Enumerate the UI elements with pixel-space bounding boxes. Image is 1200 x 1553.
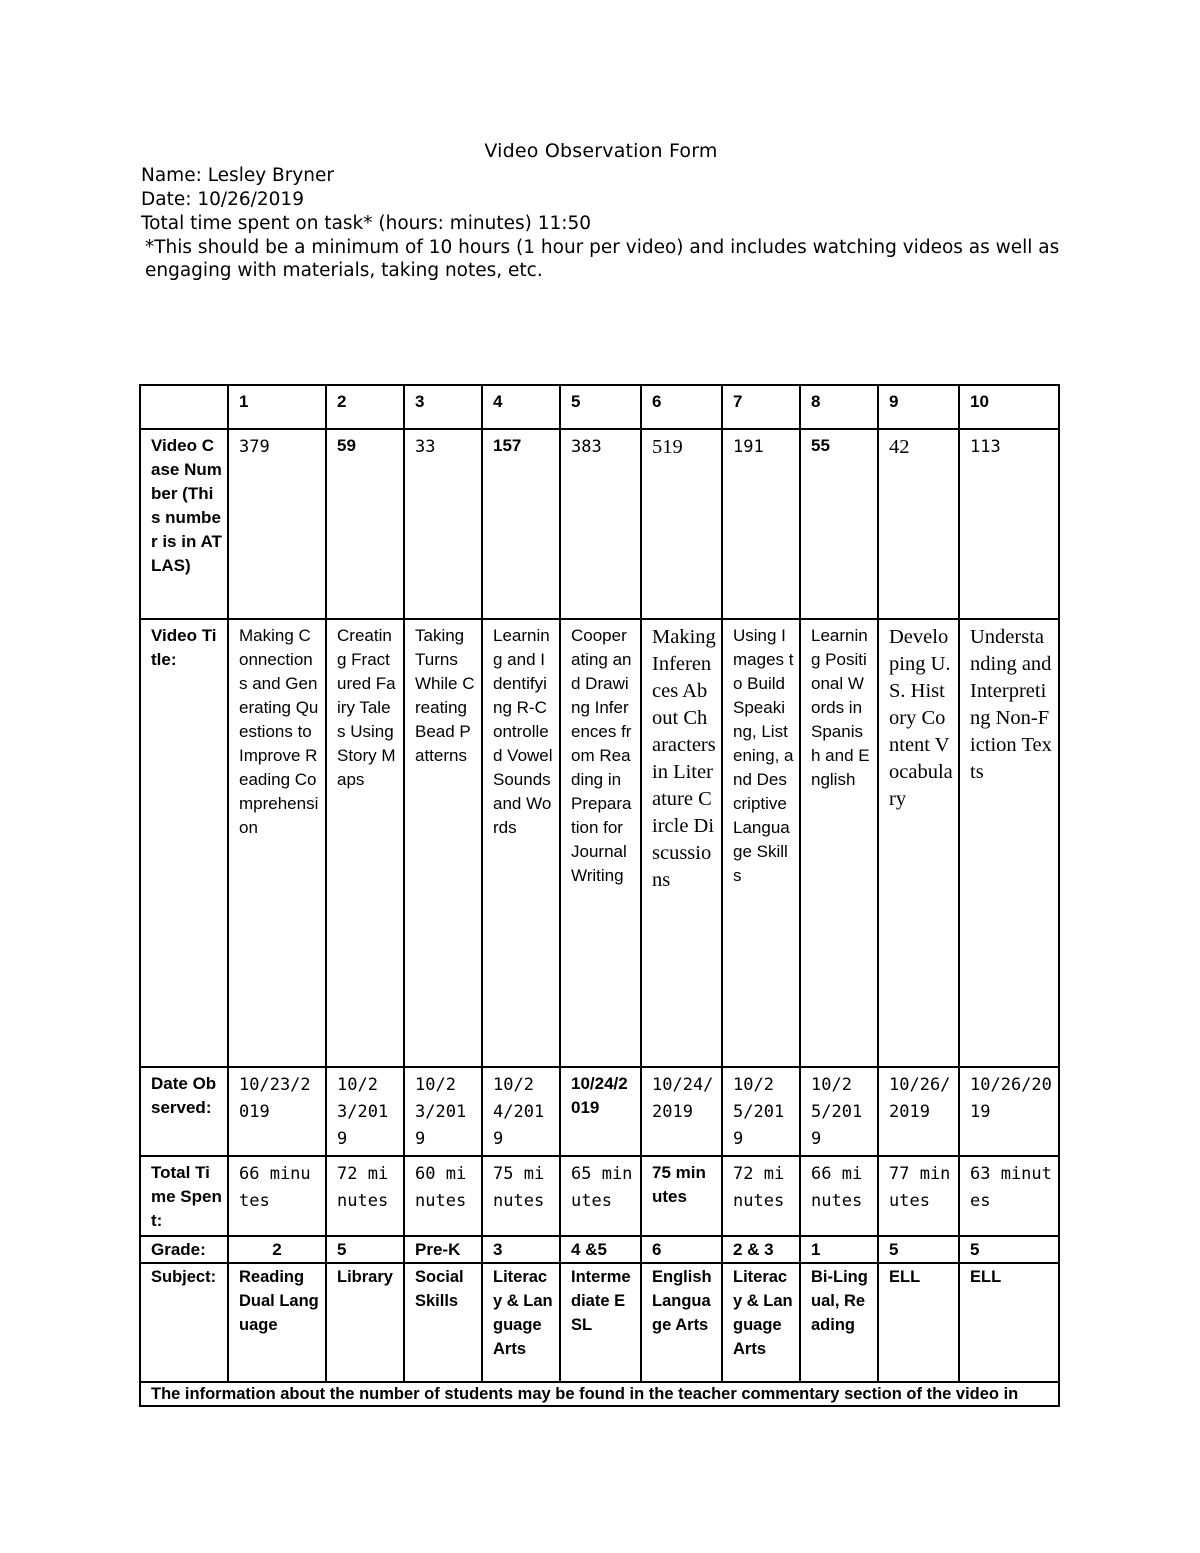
grade-row [140,1236,1059,1263]
date-cell: 10/25/2019 [800,1067,878,1156]
grade-cell: Pre-K [404,1236,482,1263]
date-cell: 10/24/2019 [641,1067,722,1156]
subject-cell: Intermediate ESL [560,1263,641,1382]
time-cell: 75 minutes [482,1156,560,1236]
video-title-row [140,619,1059,1067]
column-header: 10 [959,385,1059,429]
video-title-cell: Creating Fractured Fairy Tales Using Story Maps [326,619,404,1067]
time-cell: 65 minutes [560,1156,641,1236]
row-label-title: Video Title: [140,619,228,1067]
name-line: Name: Lesley Bryner [141,165,335,186]
case-number-cell: 157 [482,429,560,619]
time-cell: 66 minutes [800,1156,878,1236]
subject-cell: ELL [959,1263,1059,1382]
case-number-cell: 519 [641,429,722,619]
grade-cell: 6 [641,1236,722,1263]
grade-cell: 5 [959,1236,1059,1263]
video-title-cell: Learning and Identifying R-Controlled Vowel Sounds and Words [482,619,560,1067]
time-spent-line: Total time spent on task* (hours: minutes) 11:50 [141,213,592,234]
case-number-cell: 42 [878,429,959,619]
row-label-date: Date Observed: [140,1067,228,1156]
row-label-time: Total Time Spent: [140,1156,228,1236]
grade-cell: 5 [326,1236,404,1263]
date-cell: 10/23/2019 [228,1067,326,1156]
subject-row [140,1263,1059,1382]
date-cell: 10/23/2019 [326,1067,404,1156]
column-header: 2 [326,385,404,429]
total-time-row [140,1156,1059,1236]
case-number-cell: 33 [404,429,482,619]
subject-cell: Reading Dual Language [228,1263,326,1382]
date-cell: 10/24/2019 [560,1067,641,1156]
grade-cell: 1 [800,1236,878,1263]
date-line: Date: 10/26/2019 [141,189,304,210]
case-number-cell: 379 [228,429,326,619]
footer-row [140,1382,1059,1406]
column-header: 4 [482,385,560,429]
column-header: 6 [641,385,722,429]
column-header: 8 [800,385,878,429]
time-cell: 72 minutes [722,1156,800,1236]
requirement-note: *This should be a minimum of 10 hours (1 hour per video) and includes watching videos as well as engaging with materials, taking notes, etc. [145,237,1060,281]
student-info-note: The information about the number of students may be found in the teacher commentary section of the video in [140,1382,1059,1406]
video-title-cell: Developing U.S. History Content Vocabulary [878,619,959,1067]
page-title: Video Observation Form [484,140,718,162]
column-header: 5 [560,385,641,429]
corner-cell [140,385,228,429]
grade-cell: 2 & 3 [722,1236,800,1263]
date-cell: 10/23/2019 [404,1067,482,1156]
form-header [141,140,1061,282]
video-title-cell: Making Inferences About Characters in Literature Circle Discussions [641,619,722,1067]
row-label-grade: Grade: [140,1236,228,1263]
column-header: 1 [228,385,326,429]
video-title-cell: Using Images to Build Speaking, Listening, and Descriptive Language Skills [722,619,800,1067]
video-title-cell: Cooperating and Drawing Inferences from Reading in Preparation for Journal Writing [560,619,641,1067]
time-cell: 72 minutes [326,1156,404,1236]
case-number-cell: 113 [959,429,1059,619]
subject-cell: ELL [878,1263,959,1382]
date-cell: 10/24/2019 [482,1067,560,1156]
grade-cell: 3 [482,1236,560,1263]
grade-cell: 2 [228,1236,326,1263]
time-cell: 63 minutes [959,1156,1059,1236]
grade-cell: 4 &5 [560,1236,641,1263]
date-cell: 10/26/2019 [959,1067,1059,1156]
observation-table [139,384,1060,1407]
case-number-cell: 383 [560,429,641,619]
subject-cell: Bi-Lingual, Reading [800,1263,878,1382]
table-header-row [140,385,1059,429]
date-observed-row [140,1067,1059,1156]
column-header: 7 [722,385,800,429]
subject-cell: English Language Arts [641,1263,722,1382]
video-title-cell: Making Connections and Generating Questions to Improve Reading Comprehension [228,619,326,1067]
column-header: 3 [404,385,482,429]
date-cell: 10/25/2019 [722,1067,800,1156]
time-cell: 75 minutes [641,1156,722,1236]
video-title-cell: Taking Turns While Creating Bead Patterns [404,619,482,1067]
subject-cell: Social Skills [404,1263,482,1382]
subject-cell: Literacy & Language Arts [722,1263,800,1382]
video-title-cell: Understanding and Interpreting Non-Fiction Texts [959,619,1059,1067]
case-number-cell: 59 [326,429,404,619]
case-number-row [140,429,1059,619]
subject-cell: Library [326,1263,404,1382]
case-number-cell: 191 [722,429,800,619]
time-cell: 66 minutes [228,1156,326,1236]
time-cell: 77 minutes [878,1156,959,1236]
date-cell: 10/26/2019 [878,1067,959,1156]
time-cell: 60 minutes [404,1156,482,1236]
video-title-cell: Learning Positional Words in Spanish and English [800,619,878,1067]
subject-cell: Literacy & Language Arts [482,1263,560,1382]
case-number-cell: 55 [800,429,878,619]
row-label-case-number: Video Case Number (This number is in ATLAS) [140,429,228,619]
column-header: 9 [878,385,959,429]
grade-cell: 5 [878,1236,959,1263]
row-label-subject: Subject: [140,1263,228,1382]
